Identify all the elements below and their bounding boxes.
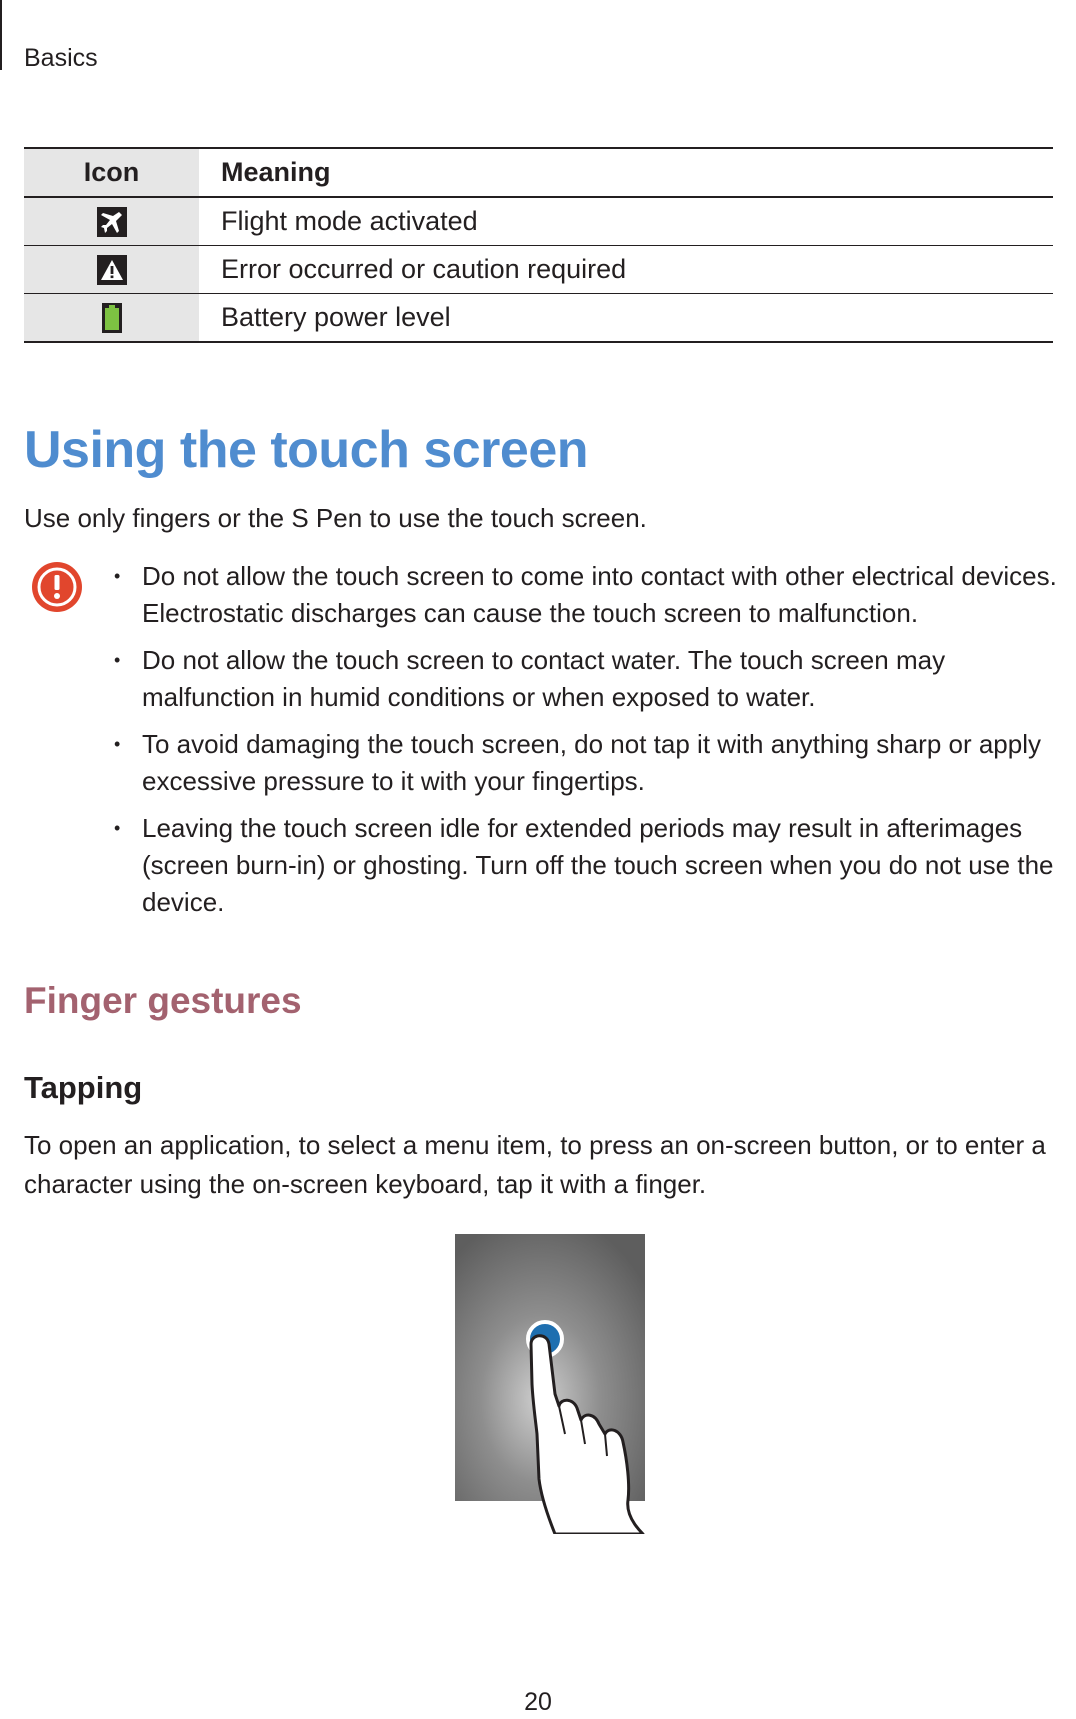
table-row xyxy=(24,294,1053,343)
bullet: • xyxy=(114,566,121,586)
subsection-title: Finger gestures xyxy=(24,980,302,1021)
warning-triangle-icon xyxy=(97,255,127,285)
caution-text: To avoid damaging the touch screen, do not tap it with anything sharp or apply excessive pressure to it with your fingertips. xyxy=(142,729,1042,796)
caution-list xyxy=(112,558,1072,931)
section-intro: Use only fingers or the S Pen to use the touch screen. xyxy=(24,503,647,533)
list-item xyxy=(112,558,1072,632)
tap-gesture-illustration xyxy=(455,1234,665,1534)
icon-cell xyxy=(24,246,199,294)
gesture-title: Tapping xyxy=(24,1070,143,1105)
meaning-column-header: Meaning xyxy=(199,148,1053,197)
bullet: • xyxy=(114,734,121,754)
page-edge-rule xyxy=(0,0,2,70)
caution-text: Do not allow the touch screen to come into contact with other electrical devices. Electrostatic discharges can cause the touch screen to malfunction. xyxy=(142,561,1057,628)
list-item xyxy=(112,810,1072,921)
meaning-cell: Error occurred or caution required xyxy=(199,246,1053,294)
bullet: • xyxy=(114,650,121,670)
caution-icon xyxy=(30,560,84,614)
meaning-cell: Battery power level xyxy=(199,294,1053,343)
table-row xyxy=(24,246,1053,294)
caution-text: Do not allow the touch screen to contact water. The touch screen may malfunction in humid conditions or when exposed to water. xyxy=(142,645,946,712)
icon-cell xyxy=(24,294,199,343)
running-head: Basics xyxy=(24,44,98,72)
airplane-icon xyxy=(97,207,127,237)
bullet: • xyxy=(114,818,121,838)
icon-column-header: Icon xyxy=(24,148,199,197)
list-item xyxy=(112,726,1072,800)
meaning-cell: Flight mode activated xyxy=(199,197,1053,246)
section-title: Using the touch screen xyxy=(24,421,588,479)
list-item xyxy=(112,642,1072,716)
battery-icon xyxy=(102,303,122,333)
status-icon-table xyxy=(24,147,1053,343)
table-header-row xyxy=(24,148,1053,197)
caution-text: Leaving the touch screen idle for extended periods may result in afterimages (screen burn-in) or ghosting. Turn off the touch screen when you do not use the device. xyxy=(142,813,1054,917)
page-number: 20 xyxy=(524,1688,552,1716)
gesture-description: To open an application, to select a menu item, to press an on-screen button, or to enter a character using the on-screen keyboard, tap it with a finger. xyxy=(24,1130,1046,1199)
icon-cell xyxy=(24,197,199,246)
table-row xyxy=(24,197,1053,246)
